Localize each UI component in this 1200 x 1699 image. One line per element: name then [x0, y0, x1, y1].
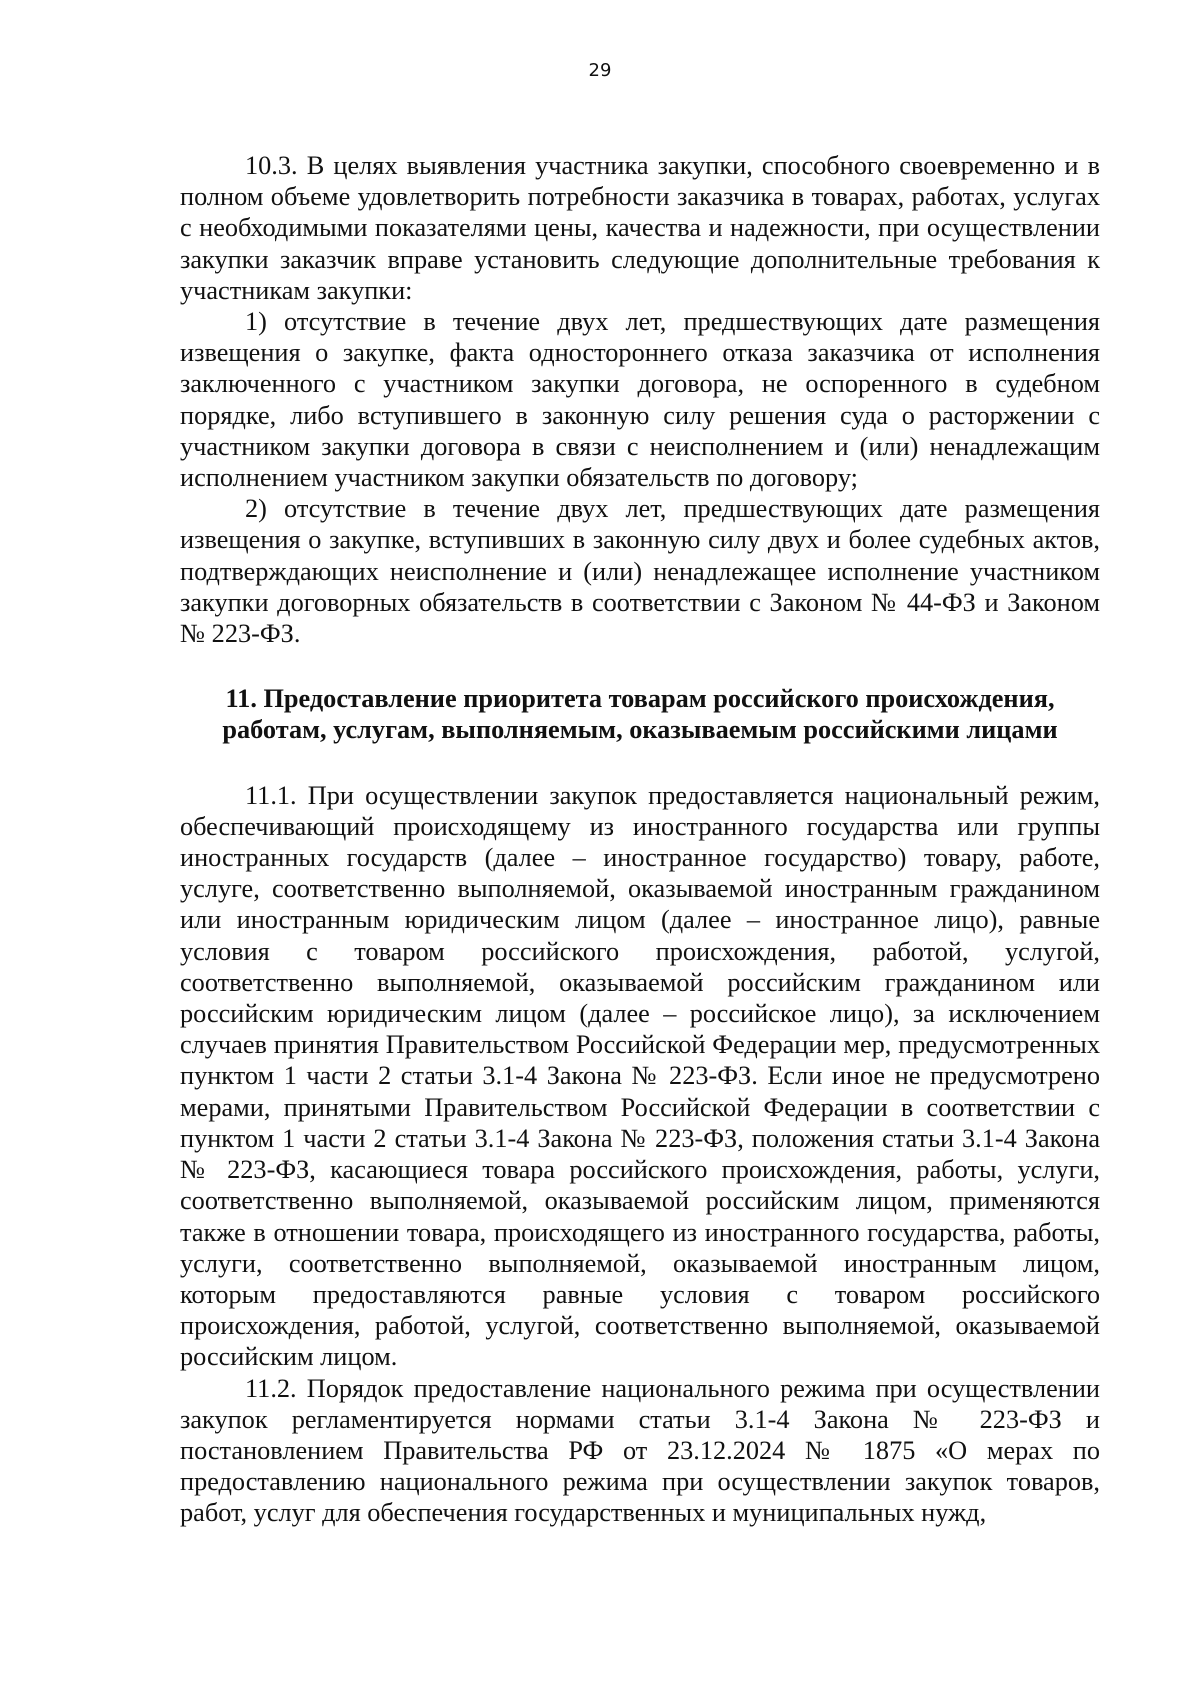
section-heading-11	[180, 683, 1100, 745]
paragraph-10-3: 10.3. В целях выявления участника закупки, способного своевременно и в полном объеме удовлетворить потребности заказчика в товарах, работах, услугах с необходимыми показателями цены, качества и надежности, при осуществлении закупки заказчик вправе установить следующие дополнительные требования к участникам закупки:	[180, 151, 1100, 305]
page-number: 29	[588, 60, 612, 81]
paragraph-11-2: 11.2. Порядок предоставление национального режима при осуществлении закупок регламентируется нормами статьи 3.1-4 Закона № 223-ФЗ и постановлением Правительства РФ от 23.12.2024 № 1875 «О мерах по предоставлению национального режима при осуществлении закупок товаров, работ, услуг для обеспечения государственных и муниципальных нужд,	[180, 1373, 1100, 1528]
paragraph-11-1: 11.1. При осуществлении закупок предоставляется национальный режим, обеспечивающий происходящему из иностранного государства или группы иностранных государств (далее – иностранное государство) товару, работе, услуге, соответственно выполняемой, оказываемой иностранным гражданином или иностранным юридическим лицом (далее – иностранное лицо), равные условия с товаром российского происхождения, работой, услугой, соответственно выполняемой, оказываемой российским гражданином или российским юридическим лицом (далее – российское лицо), за исключением случаев принятия Правительством Российской Федерации мер, предусмотренных пунктом 1 части 2 статьи 3.1-4 Закона № 223-ФЗ. Если иное не предусмотрено мерами, принятыми Правительством Российской Федерации в соответствии с пунктом 1 части 2 статьи 3.1-4 Закона № 223-ФЗ, положения статьи 3.1-4 Закона № 223-ФЗ, касающиеся товара российского происхождения, работы, услуги, соответственно выполняемой, оказываемой российским лицом, применяются также в отношении товара, происходящего из иностранного государства, работы, услуги, соответственно выполняемой, оказываемой иностранным лицом, которым предоставляются равные условия с товаром российского происхождения, работой, услугой, соответственно выполняемой, оказываемой российским лицом.	[180, 780, 1100, 1372]
section-heading-line-1: 11. Предоставление приоритета товарам российского происхождения,	[225, 684, 1055, 714]
section-heading-line-2: работам, услугам, выполняемым, оказываемым российскими лицами	[222, 715, 1058, 745]
paragraph-10-3-item-2: 2) отсутствие в течение двух лет, предшествующих дате размещения извещения о закупке, вступивших в законную силу двух и более судебных актов, подтверждающих неисполнение и (или) ненадлежащее исполнение участником закупки договорных обязательств в соответствии с Законом № 44-ФЗ и Законом № 223-ФЗ.	[180, 494, 1100, 649]
paragraph-10-3-item-1: 1) отсутствие в течение двух лет, предшествующих дате размещения извещения о закупке, факта одностороннего отказа заказчика от исполнения заключенного с участником закупки договора, не оспоренного в судебном порядке, либо вступившего в законную силу решения суда о расторжении с участником закупки договора в связи с неисполнением и (или) ненадлежащим исполнением участником закупки обязательств по договору;	[180, 307, 1100, 493]
document-body	[180, 150, 1100, 1529]
